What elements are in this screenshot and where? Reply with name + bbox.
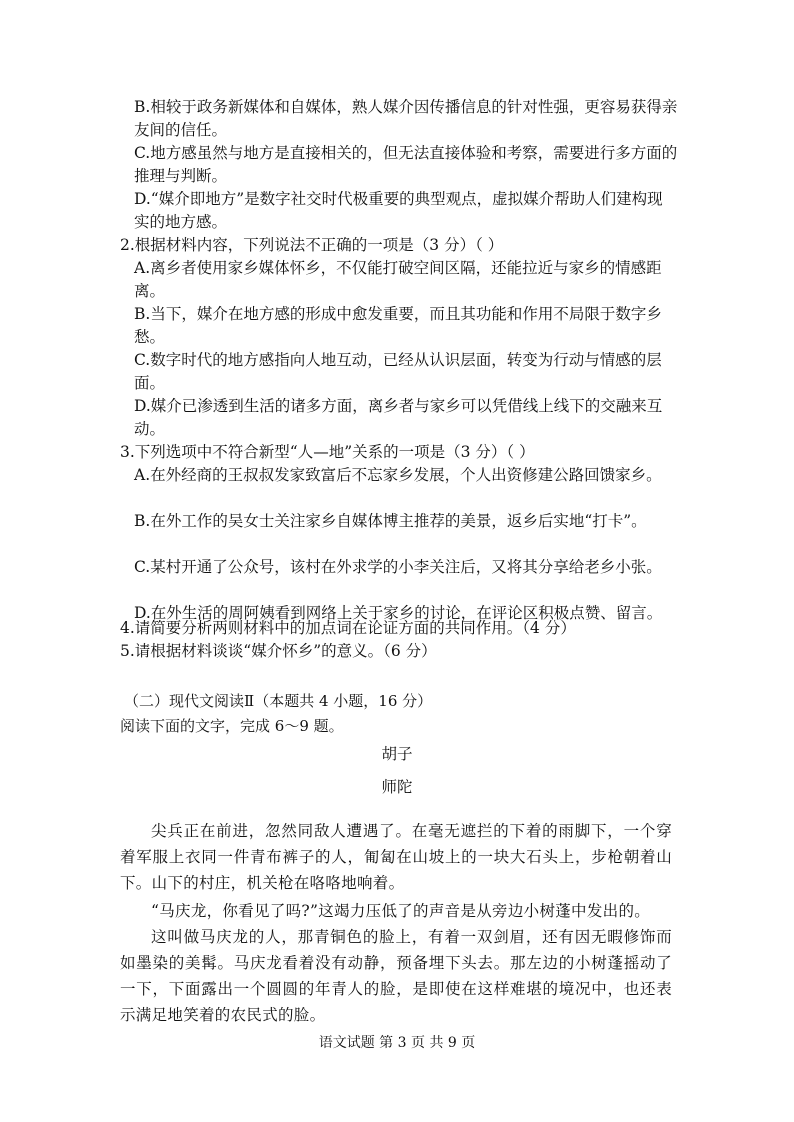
q3-stem: 3.下列选项中不符合新型“人—地”关系的一项是（3 分）（ ） — [120, 443, 535, 461]
q2-option-b: B.当下，媒介在地方感的形成中愈发重要，而且其功能和作用不局限于数字乡愁。 — [134, 305, 662, 346]
q4-stem: 4.请简要分析两则材料中的加点词在论证方面的共同作用。（4 分） — [120, 619, 576, 637]
story-title: 胡子 — [381, 745, 413, 763]
q2-stem: 2.根据材料内容，下列说法不正确的一项是（3 分）（ ） — [120, 236, 504, 254]
q1-option-c: C.地方感虽然与地方是直接相关的，但无法直接体验和考察，需要进行多方面的推理与判断。 — [134, 144, 678, 185]
q1-option-b: B.相较于政务新媒体和自媒体，熟人媒介因传播信息的针对性强，更容易获得亲友间的信任。 — [134, 98, 678, 139]
story-paragraph-3: 这叫做马庆龙的人，那青铜色的脸上，有着一双剑眉，还有因无暇修饰而如墨染的美髯。马庆龙看着没有动静，预备埋下头去。那左边的小树蓬摇动了一下，下面露出一个圆圆的年青人的脸，是即使在这样难堪的境况中，也还表示满足地笑着的农民式的脸。 — [120, 928, 672, 1024]
q3-option-d: D.在外生活的周阿姨看到网络上关于家乡的讨论，在评论区积极点赞、留言。 — [134, 604, 663, 622]
q5-stem: 5.请根据材料谈谈“媒介怀乡”的意义。（6 分） — [120, 642, 437, 660]
q3-option-b: B.在外工作的吴女士关注家乡自媒体博主推荐的美景，返乡后实地“打卡”。 — [134, 512, 647, 530]
page-footer: 语文试题 第 3 页 共 9 页 — [318, 1035, 476, 1051]
q1-option-d: D.“媒介即地方”是数字社交时代极重要的典型观点，虚拟媒介帮助人们建构现实的地方感。 — [134, 190, 663, 231]
section-intro: 阅读下面的文字，完成 6～9 题。 — [120, 717, 344, 735]
q2-option-a: A.离乡者使用家乡媒体怀乡，不仅能打破空间区隔，还能拉近与家乡的情感距离。 — [134, 259, 662, 300]
q2-option-c: C.数字时代的地方感指向人地互动，已经从认识层面，转变为行动与情感的层面。 — [134, 351, 662, 392]
q3-option-c: C.某村开通了公众号，该村在外求学的小李关注后，又将其分享给老乡小张。 — [134, 558, 662, 576]
story-author: 师陀 — [381, 778, 413, 796]
section-heading: （二）现代文阅读Ⅱ（本题共 4 小题，16 分） — [124, 692, 433, 710]
story-paragraph-2: “马庆龙，你看见了吗?”这竭力压低了的声音是从旁边小树蓬中发出的。 — [151, 902, 651, 920]
q3-option-a: A.在外经商的王叔叔发家致富后不忘家乡发展，个人出资修建公路回馈家乡。 — [134, 466, 662, 484]
story-paragraph-1: 尖兵正在前进，忽然同敌人遭遇了。在毫无遮拦的下着的雨脚下，一个穿着军服上衣同一件青布裤子的人，匍匐在山坡上的一块大石头上，步枪朝着山下。山下的村庄，机关枪在咯咯地响着。 — [120, 822, 672, 892]
q2-option-d: D.媒介已渗透到生活的诸多方面，离乡者与家乡可以凭借线上线下的交融来互动。 — [134, 397, 663, 438]
